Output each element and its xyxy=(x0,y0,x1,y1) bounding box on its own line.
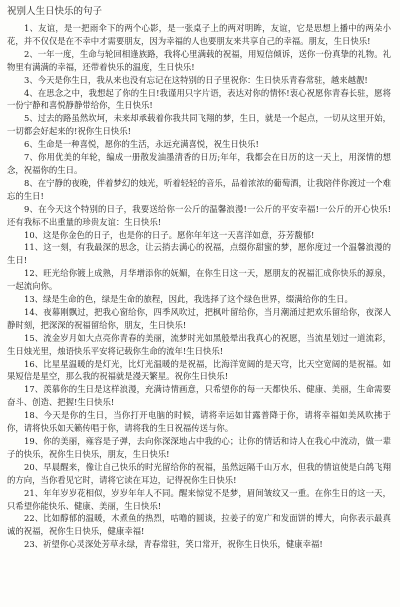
paragraph-22: 22、比如醇郁的温暖，木煮鱼的热烈，咕噜的圆谈，拉姜子的宽广和发面饼的博大，向你表示最真诚的祝福，祝你生日快乐，健康幸福! xyxy=(7,513,391,537)
paragraph-10: 10、这是你金色的日子，也是你的日子。愿你年年这一天喜洋如意，芬芳馥郁! xyxy=(24,229,315,240)
paragraph-4: 4、在思念之中，我想起了你的生日!我谨用只字片语，表达对你的情怀!衷心祝愿你青春长驻，愿将一份宁静和喜悦静静带给你，生日快乐! xyxy=(7,87,391,111)
paragraph-11: 11、这一刻，有我最深的思念，让云捎去满心的祝福，点缀你甜蜜的梦，愿你度过一个温馨浪漫的生日! xyxy=(7,242,391,266)
paragraph-20: 20、早晨醒来，像让自己快乐的时光留给你的祝福，虽然远隔千山万水，但我的情谊使是白鸽飞翔的方向，当你看见它时，请将它读在耳边，记得祝你生日快乐! xyxy=(7,461,391,485)
document-body xyxy=(7,22,391,551)
paragraph-19: 19、你的美丽，雍容是子弹，去向你深深地占中我的心；让你的情话和诗人在我心中流动，做一辈子的快乐，祝你生日快乐，朋友，生日快乐! xyxy=(7,436,391,459)
paragraph-6: 6、生命是一种喜悦，愿你的生活，永远充满喜悦，祝生日快乐! xyxy=(24,139,259,150)
paragraph-14: 14、夜幕刚飘过，把我心窗给你，四季风吹过，把枫叶留给你，当月潮涌过把欢乐留给你，夜深人静时刻，把深深的祝福留给你，朋友，生日快乐! xyxy=(7,306,391,330)
paragraph-3: 3、今天是你生日，我从来也没有忘记在这特别的日子里祝你：生日快乐青春常驻，越来越靓! xyxy=(24,74,368,85)
document-title: 祝别人生日快乐的句子 xyxy=(7,6,103,17)
paragraph-16: 16、比星星温暖的是灯光，比灯光温暖的是祝福，比海洋宽阔的是天穹，比天空宽阔的是祝福。如果短信是星空，那么我的祝福就是漫天繁星。祝你生日快乐! xyxy=(7,358,391,382)
paragraph-12: 12、旺光给你镀上成熟，月华增添你的妩媚，在你生日这一天，愿朋友的祝福汇成你快乐的源泉，一起流向你。 xyxy=(7,268,391,292)
paragraph-7: 7、你用优美的年轮，编成一册散发油墨清香的日历;年年，我都会在日历的这一天上，用深情的想念，祝福你的生日。 xyxy=(7,152,391,175)
paragraph-23: 23、祈望你心灵深处芳草永绿，青春常驻，笑口常开，祝你生日快乐，健康幸福! xyxy=(24,539,323,550)
paragraph-15: 15、流金岁月如大点亮你青春的美丽，流梦时光如黑般晕出我真心的祝愿，当流星划过一道流彩，生日烛光里，烛语快乐平安将记载你生命的流年!生日快乐! xyxy=(7,332,391,356)
paragraph-8: 8、在宁静的夜晚，伴着梦幻的烛光，听着轻轻的音乐，品着浓浓的葡萄酒，让我陪伴你渡过一个难忘的生日! xyxy=(7,177,391,201)
paragraph-21: 21、年年岁岁花相似，岁岁年年人不同。醒来惊觉不是梦，眉间皱纹又一重。在你生日的这一天，只希望你能快乐、健康、美丽，生日快乐! xyxy=(7,487,391,511)
paragraph-5: 5、过去的路虽然坎坷，未来却承载着你我共同飞翔的梦，生日，就是一个起点，一切从这里开始，一切都会好起来的!祝你生日快乐! xyxy=(7,113,391,137)
paragraph-1: 1、友谊，是一把雨伞下的两个心影，是一张桌子上的两对明眸，友谊，它是思想上播中的两朵小花，并不仅仅是在不幸中才需要朋友，因为幸福的人也要朋友来共享自己的幸福。朋友，生日快乐! xyxy=(7,23,391,46)
paragraph-18: 18、今天是你的生日，当你打开电脑的时候，请将幸运如甘露普降于你，请将幸福如美风吹拂于你，请将快乐如天籁传唱于你，请将我的生日祝福传送与你。 xyxy=(7,410,391,434)
paragraph-9: 9、在今天这个特别的日子，我要送给你一公斤的温馨浪漫!一公斤的平安幸福!一公斤的开心快乐!还有我标不出重量的珍贵友谊：生日快乐! xyxy=(7,203,391,227)
paragraph-17: 17、羡慕你的生日是这样浪漫，充满诗情画意，只希望你的每一天都快乐、健康、美丽，生命需要奋斗、创造、把握!生日快乐! xyxy=(7,384,391,408)
paragraph-2: 2、一年一度，生命与轮回相逢族路，我将心里满载的祝福，用短信倾诉，送你一份真挚的礼物。礼物里有满满的幸福，还带着快乐的温度，生日快乐! xyxy=(7,48,391,72)
paragraph-13: 13、绿是生命的色，绿是生命的旅程，因此，我选择了这个绿色世界，缀满给你的生日。 xyxy=(24,294,353,305)
